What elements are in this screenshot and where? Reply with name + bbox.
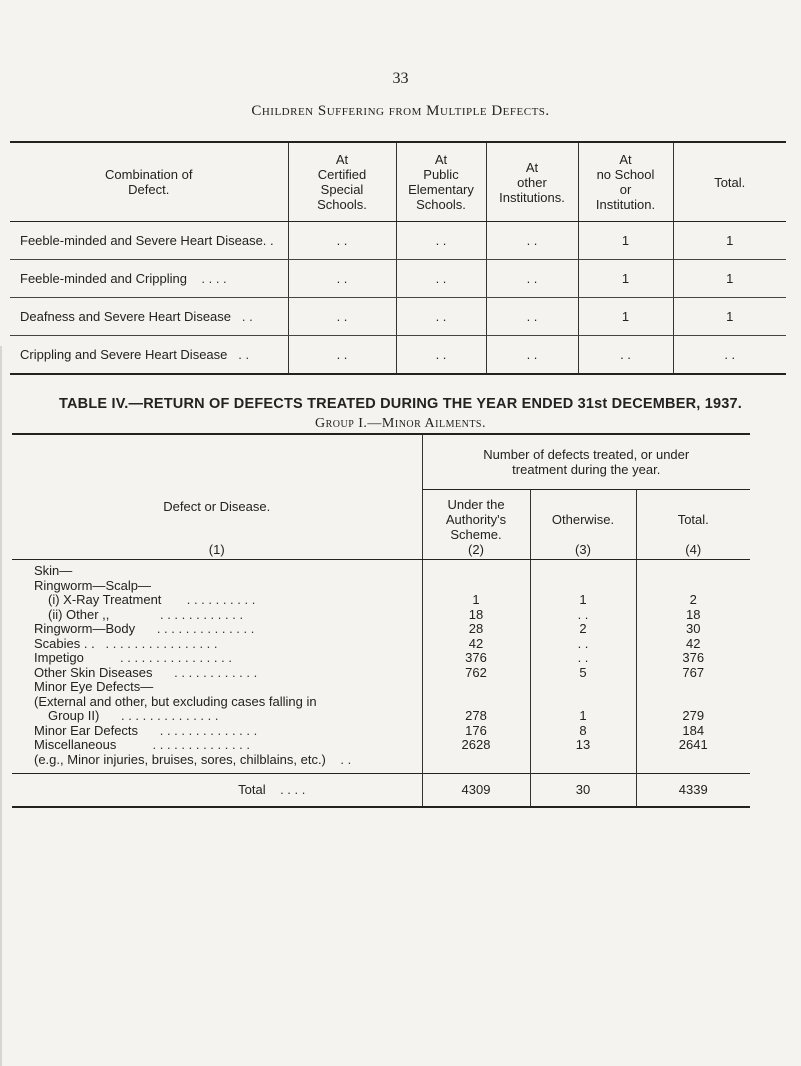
scheme-cell <box>422 753 530 768</box>
special-cell: . . <box>288 298 396 336</box>
total-cell: . . <box>673 336 786 375</box>
header-no-school: At no School or Institution. <box>578 142 673 222</box>
elementary-cell: . . <box>396 298 486 336</box>
special-cell: . . <box>288 222 396 260</box>
scheme-cell: 376 <box>422 651 530 666</box>
label-cell: (External and other, but excluding cases falling in <box>34 693 317 709</box>
total-cell <box>636 753 750 768</box>
total-cell <box>636 579 750 594</box>
table-row <box>10 336 786 375</box>
table-iv-title: TABLE IV.—RETURN OF DEFECTS TREATED DURING THE YEAR ENDED 31st DECEMBER, 1937. <box>59 396 742 412</box>
label-cell: Impetigo . . . . . . . . . . . . . . . . <box>34 650 232 665</box>
otherwise-cell: 13 <box>530 738 636 753</box>
table-row <box>12 622 750 637</box>
header-other-institutions: At other Institutions. <box>486 142 578 222</box>
elementary-cell: . . <box>396 222 486 260</box>
scheme-cell: 18 <box>422 608 530 623</box>
otherwise-cell <box>530 680 636 695</box>
total-cell <box>636 560 750 579</box>
multiple-defects-header-row <box>10 142 786 222</box>
other-cell: . . <box>486 222 578 260</box>
scheme-cell <box>422 579 530 594</box>
total-cell <box>636 695 750 710</box>
grand-total-cell: 4339 <box>636 774 750 808</box>
scheme-cell: 762 <box>422 666 530 681</box>
otherwise-cell <box>530 753 636 768</box>
elementary-cell: . . <box>396 336 486 375</box>
no-school-cell: 1 <box>578 222 673 260</box>
multiple-defects-title: Children Suffering from Multiple Defects. <box>251 103 550 119</box>
scheme-cell <box>422 560 530 579</box>
scheme-total-cell: 4309 <box>422 774 530 808</box>
page-number: 33 <box>392 70 409 87</box>
otherwise-cell: . . <box>530 637 636 652</box>
label-cell: (i) X-Ray Treatment . . . . . . . . . . <box>48 592 256 607</box>
header-defect-or-disease: Defect or Disease. (1) <box>12 434 422 560</box>
other-cell: . . <box>486 336 578 375</box>
header-combination: Combination of Defect. <box>10 142 288 222</box>
header-authority-scheme: Under the Authority's Scheme. (2) <box>422 490 530 560</box>
label-cell: Minor Ear Defects . . . . . . . . . . . . . . <box>34 722 258 738</box>
total-cell: 2 <box>636 593 750 608</box>
label-cell: Minor Eye Defects— <box>34 679 154 694</box>
scheme-cell: 28 <box>422 622 530 637</box>
total-label-cell: Total . . . . <box>12 774 422 808</box>
scheme-cell: 42 <box>422 637 530 652</box>
other-cell: . . <box>486 260 578 298</box>
total-cell: 184 <box>636 724 750 739</box>
table-row <box>12 680 750 695</box>
no-school-cell: 1 <box>578 260 673 298</box>
scheme-cell: 176 <box>422 724 530 739</box>
label-cell: Skin— <box>34 563 73 578</box>
otherwise-cell: . . <box>530 651 636 666</box>
scheme-cell: 2628 <box>422 738 530 753</box>
special-cell: . . <box>288 260 396 298</box>
label-cell: Ringworm—Scalp— <box>34 577 152 593</box>
no-school-cell: . . <box>578 336 673 375</box>
otherwise-cell: 2 <box>530 622 636 637</box>
total-cell: 42 <box>636 637 750 652</box>
total-cell: 1 <box>673 222 786 260</box>
defect-cell: Deafness and Severe Heart Disease . . <box>10 298 288 336</box>
table-row <box>12 753 750 768</box>
multiple-defects-table <box>10 141 786 375</box>
otherwise-cell <box>530 560 636 579</box>
defects-treated-table <box>12 433 750 808</box>
label-cell: Miscellaneous . . . . . . . . . . . . . . <box>34 737 251 752</box>
total-cell: 30 <box>636 622 750 637</box>
total-row <box>12 774 750 808</box>
otherwise-cell: 1 <box>530 593 636 608</box>
defect-cell: Crippling and Severe Heart Disease . . <box>10 336 288 375</box>
other-cell: . . <box>486 298 578 336</box>
total-cell: 18 <box>636 608 750 623</box>
otherwise-cell: 8 <box>530 724 636 739</box>
otherwise-cell <box>530 579 636 594</box>
table-row <box>12 560 750 579</box>
table-row <box>12 724 750 739</box>
table-row <box>12 579 750 594</box>
special-cell: . . <box>288 336 396 375</box>
otherwise-cell <box>530 695 636 710</box>
header-otherwise: Otherwise. (3) <box>530 490 636 560</box>
total-cell: 767 <box>636 666 750 681</box>
total-cell: 279 <box>636 709 750 724</box>
scheme-cell <box>422 695 530 710</box>
label-cell: Group II) . . . . . . . . . . . . . . <box>48 708 219 723</box>
header-total-col: Total. (4) <box>636 490 750 560</box>
table-row <box>12 709 750 724</box>
label-cell: Ringworm—Body . . . . . . . . . . . . . . <box>34 621 255 636</box>
total-cell: 1 <box>673 298 786 336</box>
label-cell: (ii) Other ,, . . . . . . . . . . . . <box>48 606 244 622</box>
total-cell: 1 <box>673 260 786 298</box>
label-cell: (e.g., Minor injuries, bruises, sores, chilblains, etc.) . . <box>34 751 352 767</box>
table-row <box>12 593 750 608</box>
elementary-cell: . . <box>396 260 486 298</box>
group-header-row <box>12 434 750 490</box>
otherwise-total-cell: 30 <box>530 774 636 808</box>
table-row <box>10 298 786 336</box>
header-elementary-schools: At Public Elementary Schools. <box>396 142 486 222</box>
table-row <box>12 651 750 666</box>
header-number-treated: Number of defects treated, or under treatment during the year. <box>422 434 750 490</box>
table-row <box>12 608 750 623</box>
page-edge-rule <box>0 346 2 1066</box>
table-row <box>12 637 750 652</box>
defect-cell: Feeble-minded and Severe Heart Disease. . <box>10 222 288 260</box>
scheme-cell: 278 <box>422 709 530 724</box>
otherwise-cell: 5 <box>530 666 636 681</box>
label-cell: Other Skin Diseases . . . . . . . . . . . . <box>34 664 258 680</box>
table-row <box>10 222 786 260</box>
table-row <box>12 666 750 681</box>
defect-cell: Feeble-minded and Crippling . . . . <box>10 260 288 298</box>
otherwise-cell: 1 <box>530 709 636 724</box>
table-row <box>12 738 750 753</box>
group-i-subtitle: Group I.—Minor Ailments. <box>314 416 486 431</box>
header-special-schools: At Certified Special Schools. <box>288 142 396 222</box>
total-cell <box>636 680 750 695</box>
otherwise-cell: . . <box>530 608 636 623</box>
no-school-cell: 1 <box>578 298 673 336</box>
table-row <box>10 260 786 298</box>
total-cell: 2641 <box>636 738 750 753</box>
scheme-cell <box>422 680 530 695</box>
scheme-cell: 1 <box>422 593 530 608</box>
total-cell: 376 <box>636 651 750 666</box>
header-total: Total. <box>673 142 786 222</box>
table-row <box>12 695 750 710</box>
label-cell: Scabies . . . . . . . . . . . . . . . . . . <box>34 635 218 651</box>
